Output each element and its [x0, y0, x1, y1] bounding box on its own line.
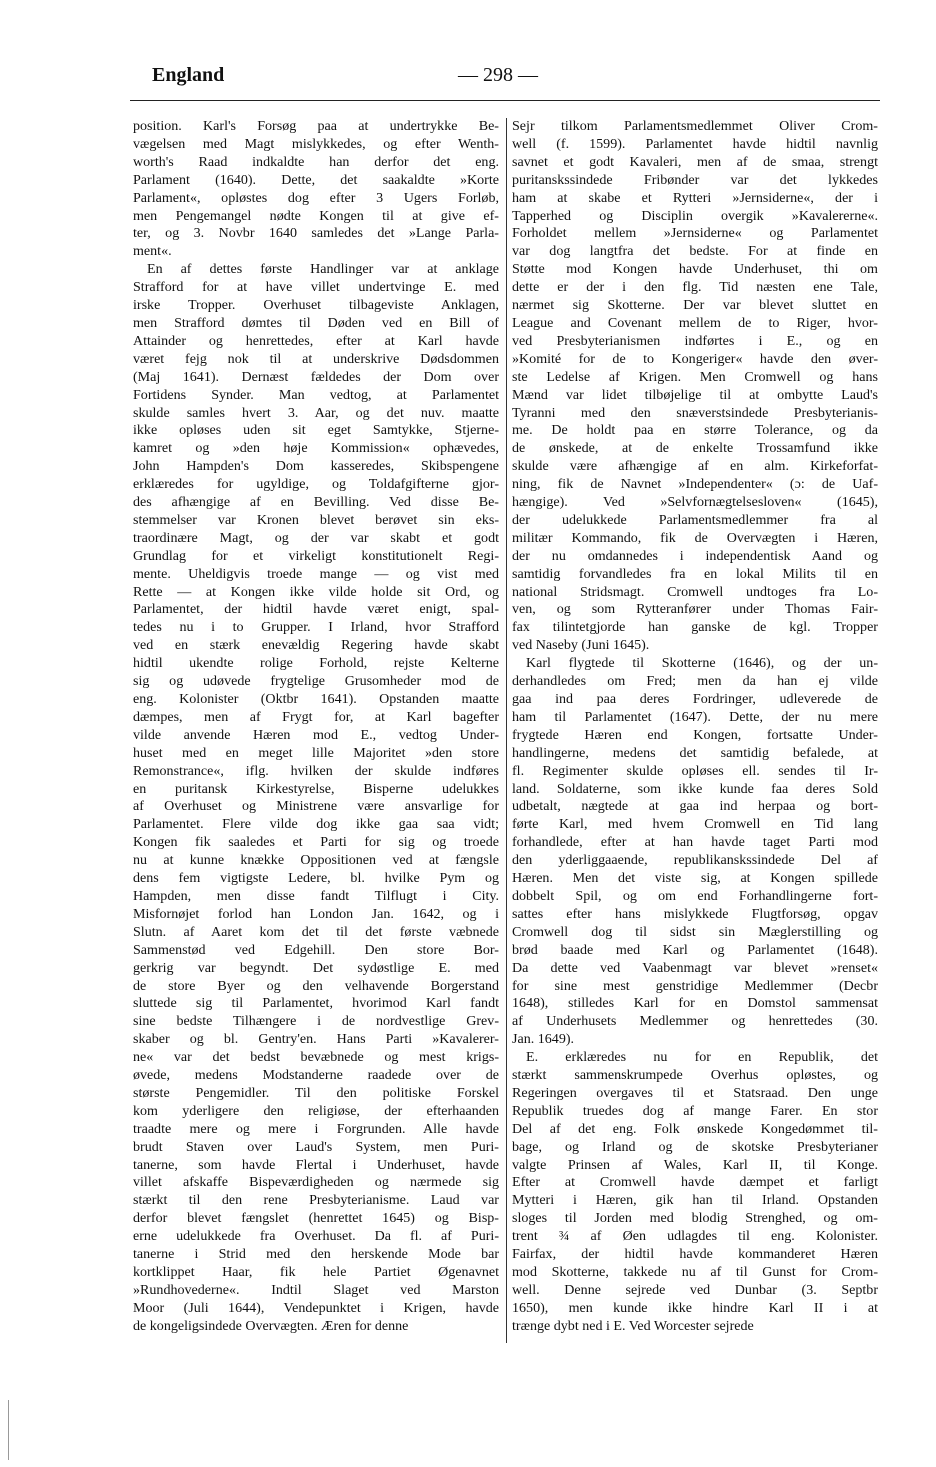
- scan-margin-mark: [8, 1400, 9, 1460]
- text-line: me. De holdt paa en større Tolerance, og da: [512, 422, 878, 439]
- text-line: kortklippet Haar, fik hele Partiet Øgenavnet: [133, 1264, 499, 1280]
- text-line: dæmpes, men af Frygt for, at Karl bagefter: [133, 708, 499, 725]
- text-line: Sammenstød ved Edgehill. Den store Bor-: [133, 941, 499, 958]
- text-line: sattes efter hans mislykkede Flugtforsøg, opgav: [512, 905, 878, 922]
- text-line: ven, og som Rytteranfører under Thomas Fair-: [512, 601, 878, 618]
- text-line: huset med en meget lille Majoritet »den store: [133, 744, 499, 761]
- text-line: ham til Parlamentet (1647). Dette, der nu mere: [512, 708, 878, 725]
- text-line: Efter at Cromwell havde dæmpet et farligt: [512, 1174, 878, 1191]
- text-line: traadte mere og mere i Forgrunden. Alle havde: [133, 1120, 499, 1137]
- text-line: Republik truedes dog af mange Farer. En stor: [512, 1102, 878, 1119]
- text-line: været fejg nok til at underskrive Dødsdommen: [133, 350, 499, 367]
- text-line: der udelukkede Parlamentsmedlemmer fra al: [512, 511, 878, 528]
- text-line: tanerne i Strid med den herskende Mode bar: [133, 1246, 499, 1263]
- text-line: kamret og »den høje Kommission« ophævedes,: [133, 440, 499, 457]
- text-line: frygtede Hæren end Kongen, fortsatte Under-: [512, 726, 878, 743]
- text-line: well (f. 1599). Parlamentet havde hidtil navnlig: [512, 135, 878, 152]
- text-line: stemmelser var Kronen blevet berøvet sin eks-: [133, 511, 499, 528]
- text-line: var dog langtfra det bedste. For at finde en: [512, 243, 878, 260]
- text-line: erne udelukkede fra Overhuset. Da fl. af Puri-: [133, 1228, 499, 1245]
- text-line: Forholdet mellem »Jernsiderne« og Parlamentet: [512, 225, 878, 242]
- text-line: fax tilintetgjorde han ganske de kgl. Tropper: [512, 619, 878, 636]
- right-text-column: [512, 118, 878, 1336]
- text-line: (Maj 1641). Dernæst fældedes der Dom over: [133, 368, 499, 385]
- text-line: erklæredes for ugyldige, og Toldafgifterne gjor-: [133, 476, 499, 493]
- text-line: League and Covenant mellem de to Riger, hvor-: [512, 314, 878, 331]
- text-line: men Strafford dømtes til Døden ved en Bill of: [133, 314, 499, 331]
- text-line: skulde være afhængige af en alm. Kirkeforfat-: [512, 458, 878, 475]
- text-line: Parlament«, opløstes dog efter 3 Ugers Forløb,: [133, 189, 499, 206]
- text-line: Tyranni med den snæverstsindede Presbyterianis-: [512, 404, 878, 421]
- text-line: dobbelt Spil, og om end Forhandlingerne fort-: [512, 887, 878, 904]
- text-line: Tapperhed og Disciplin overgik »Kavalererne«.: [512, 207, 878, 224]
- text-line: sine bedste Tilhængere i de nordvestlige Grev-: [133, 1013, 499, 1030]
- text-line: eng. Kolonister (Oktbr 1641). Opstanden maatte: [133, 691, 499, 707]
- text-line: worth's Raad indkaldte han derfor det eng.: [133, 153, 499, 170]
- text-line: land. Soldaterne, som ikke kunde faa deres Sold: [512, 780, 878, 797]
- text-line: mente. Uheldigvis troede mange — og vist med: [133, 565, 499, 582]
- text-line: for sine mest genstridige Medlemmer (Decbr: [512, 977, 878, 994]
- text-line: den yderliggaaende, republikanskssindede Del af: [512, 852, 878, 869]
- text-line: forhandlede, efter at han havde taget Parti mod: [512, 834, 878, 851]
- text-line: skulde samles hvert 3. Aar, og det nuv. maatte: [133, 404, 499, 421]
- text-line: Kongen fik saaledes et Parti for sig og troede: [133, 834, 499, 851]
- text-line: Sejr tilkom Parlamentsmedlemmet Oliver Crom-: [512, 118, 878, 134]
- text-line: kom yderligere den religiøse, der efterhaanden: [133, 1102, 499, 1119]
- text-line: største Pengemidler. Til den politiske Forskel: [133, 1084, 499, 1101]
- text-line: Parlamentet, der hidtil havde været enigt, spal-: [133, 601, 499, 618]
- text-line: En af dettes første Handlinger var at anklage: [147, 261, 499, 278]
- text-line: hidtil ukendte rolige Forhold, rejste Kelterne: [133, 655, 499, 672]
- text-line: derfor blevet fængslet (henrettet 1645) og Bisp-: [133, 1210, 499, 1227]
- text-line: Jan. 1649).: [512, 1031, 575, 1048]
- text-line: Remonstrance«, iflg. hvilken der skulde indføres: [133, 762, 499, 779]
- text-line: Cromwell dog til sidst sin Mæglerstilling og: [512, 923, 878, 940]
- text-line: af Underhusets Medlemmer og henrettedes (30.: [512, 1013, 878, 1030]
- left-text-column: [133, 118, 499, 1336]
- text-line: af Overhuset og Ministrene være ansvarlige for: [133, 798, 499, 815]
- text-line: Strafford for at have villet undertvinge E. med: [133, 279, 499, 296]
- text-line: Støtte mod Kongen havde Underhuset, thi om: [512, 261, 878, 278]
- text-line: Slutn. af Aaret kom det til det første væbnede: [133, 923, 499, 940]
- text-line: savnet et godt Kavaleri, men af de smaa, strengt: [512, 153, 878, 170]
- text-line: sloges til Jorden med blodig Strenghed, og om-: [512, 1210, 878, 1227]
- text-line: Moor (Juli 1644), Vendepunktet i Krigen, havde: [133, 1299, 499, 1316]
- text-line: Fairfax, der hidtil havde kommanderet Hæren: [512, 1246, 878, 1263]
- text-line: trent ¾ af Øen udlagdes til eng. Kolonister.: [512, 1228, 878, 1245]
- text-line: dens fem vigtigste Ledere, bl. hvilke Pym og: [133, 870, 499, 887]
- text-line: Misfornøjet forlod han London Jan. 1642, og i: [133, 905, 499, 922]
- text-line: Grundlag for et virkeligt konstitutionelt Regi-: [133, 547, 499, 564]
- text-line: John Hampden's Dom kasseredes, Skibspengene: [133, 458, 499, 475]
- text-line: well. Denne sejrede ved Dunbar (3. Septbr: [512, 1281, 878, 1298]
- text-line: men Pengemangel nødte Kongen til at give ef-: [133, 207, 499, 224]
- text-line: ning, fik de Navnet »Independenter« (ɔ: de Uaf-: [512, 476, 878, 493]
- text-line: Parlament (1640). Dette, det saakaldte »Korte: [133, 171, 499, 188]
- text-line: vægelsen med Magt mislykkedes, og efter Wenth-: [133, 135, 499, 152]
- text-line: irske Tropper. Overhuset tilbageviste Anklagen,: [133, 297, 499, 314]
- text-line: 1650), men kunde ikke hindre Karl II i at: [512, 1299, 878, 1316]
- text-line: sluttede sig til Parlamentet, hvorimod Karl fandt: [133, 995, 499, 1012]
- text-line: Hæren. Men det viste sig, at Kongen spillede: [512, 870, 878, 887]
- page-number: — 298 —: [458, 64, 538, 86]
- text-line: Rette — at Kongen ikke vilde holde sit Ord, og: [133, 583, 499, 600]
- text-line: puritanskssindede Fribønder var det lykkedes: [512, 171, 878, 188]
- text-line: derhandledes om Fred; men da han ej vilde: [512, 673, 878, 690]
- text-line: Karl flygtede til Skotterne (1646), og der un-: [526, 655, 878, 672]
- text-line: Mytteri i Hæren, gik han til Irland. Opstanden: [512, 1192, 878, 1209]
- running-header-title: England: [152, 64, 225, 86]
- text-line: militær Kommando, fik de Overvægten i Hæren,: [512, 529, 878, 546]
- text-line: mod Skotterne, takkede nu af til Gunst for Crom-: [512, 1264, 878, 1280]
- text-line: sig og udøvede frygtelige Grusomheder mod de: [133, 673, 499, 690]
- text-line: fl. Regimenter skulde opløses ell. sendes til Ir-: [512, 762, 878, 779]
- text-line: ste Ledelse af Krigen. Men Cromwell og hans: [512, 368, 878, 385]
- text-line: udbetalt, nægtede at gaa ind herpaa og bort-: [512, 798, 878, 815]
- text-line: nu at kunne knække Oppositionen ved at fængsle: [133, 852, 499, 869]
- text-line: E. erklæredes nu for en Republik, det: [526, 1049, 878, 1066]
- text-line: des afhængige af en Bevilling. Ved disse Be-: [133, 494, 499, 511]
- text-line: position. Karl's Forsøg paa at undertrykke Be-: [133, 118, 499, 134]
- text-line: ter, og 3. Novbr 1640 samledes det »Lange Parla-: [133, 225, 499, 242]
- text-line: vilde anvende Hæren mod E., vedtog Under-: [133, 726, 499, 743]
- text-line: tedes nu i to Grupper. I Irland, hvor Strafford: [133, 619, 499, 636]
- text-line: Da dette ved Vaabenmagt var blevet »renset«: [512, 959, 878, 976]
- text-line: Mænd var lidet tilbøjelige til at ombytte Laud's: [512, 386, 878, 403]
- text-line: 1648), stilledes Karl for en Domstol sammensat: [512, 995, 878, 1012]
- text-line: bage, og Irland og de skotske Presbyterianer: [512, 1138, 878, 1155]
- text-line: national Stridsmagt. Cromwell undtoges fra Lo-: [512, 583, 878, 600]
- text-line: der nu omdannedes i independentisk Aand og: [512, 547, 878, 564]
- text-line: førte Karl, med hvem Cromwell en Tid lang: [512, 816, 878, 833]
- text-line: Hampden, men disse fandt Tilflugt i City.: [133, 887, 499, 904]
- text-line: valgte Prinsen af Wales, Karl II, til Konge.: [512, 1156, 878, 1173]
- text-line: gerkrig var begyndt. Det sydøstlige E. med: [133, 959, 499, 976]
- text-line: stærkt sammenskrumpede Overhus opløstes, og: [512, 1067, 878, 1084]
- text-line: øvede, medens Modstanderne raadede over de: [133, 1067, 499, 1084]
- text-line: brød baade med Karl og Parlamentet (1648).: [512, 941, 878, 958]
- text-line: ment«.: [133, 243, 172, 260]
- text-line: ved Presbyterianismen indførtes i E., og en: [512, 332, 878, 349]
- text-line: ikke opløses uden sit eget Samtykke, Stjerne-: [133, 422, 499, 439]
- text-line: Del af det eng. Folk ønskede Kongedømmet til-: [512, 1120, 878, 1137]
- text-line: de ønskede, at de enkelte Trossamfund ikke: [512, 440, 878, 457]
- text-line: skaber og bl. Gentry'en. Hans Parti »Kavalerer-: [133, 1031, 499, 1048]
- text-line: ved en stærk enevældig Regering havde skabt: [133, 637, 499, 654]
- text-line: »Rundhovederne«. Indtil Slaget ved Marston: [133, 1281, 499, 1298]
- text-line: trænge dybt ned i E. Ved Worcester sejrede: [512, 1317, 754, 1334]
- column-divider: [506, 118, 507, 1343]
- text-line: traordinære Magt, og der var skabt et godt: [133, 529, 499, 546]
- text-line: villet afskaffe Bispeværdigheden og nærmede sig: [133, 1174, 499, 1191]
- text-line: Parlamentet. Flere vilde dog ikke gaa saa vidt;: [133, 816, 499, 833]
- text-line: stærkt til den rene Presbyterianisme. Laud var: [133, 1192, 499, 1209]
- text-line: de kongeligsindede Overvægten. Æren for denne: [133, 1317, 409, 1334]
- text-line: samtidig forvandledes fra en lokal Milits til en: [512, 565, 878, 582]
- text-line: dette er der i den flg. Tid næsten ene Tale,: [512, 279, 878, 296]
- text-line: handlingerne, medens det samtidig befalede, at: [512, 744, 878, 761]
- text-line: en puritansk Kirkestyrelse, Bisperne udelukkes: [133, 780, 499, 797]
- text-line: Fortidens Synder. Man vedtog, at Parlamentet: [133, 386, 499, 403]
- text-line: brudt Staven over Laud's System, men Puri-: [133, 1138, 499, 1155]
- header-rule: [130, 100, 880, 101]
- text-line: ved Naseby (Juni 1645).: [512, 637, 650, 654]
- text-line: gaa ind paa deres Fordringer, udleverede de: [512, 691, 878, 707]
- text-line: Attainder og henrettedes, efter at Karl havde: [133, 332, 499, 349]
- text-line: tanerne, som havde Flertal i Underhuset, havde: [133, 1156, 499, 1173]
- text-line: ham at skabe et Rytteri »Jernsiderne«, der i: [512, 189, 878, 206]
- text-line: nærmet sig Skotterne. Der var blevet sluttet en: [512, 297, 878, 314]
- text-line: de store Byer og den velhavende Borgerstand: [133, 977, 499, 994]
- text-line: »Komité for de to Kongeriger« havde den øver-: [512, 350, 878, 367]
- text-line: hængige). Ved »Selvfornægtelsesloven« (1645),: [512, 494, 878, 511]
- text-line: ne« var det bedst bevæbnede og mest krigs-: [133, 1049, 499, 1066]
- text-line: Regeringen overgaves til et Statsraad. Den unge: [512, 1084, 878, 1101]
